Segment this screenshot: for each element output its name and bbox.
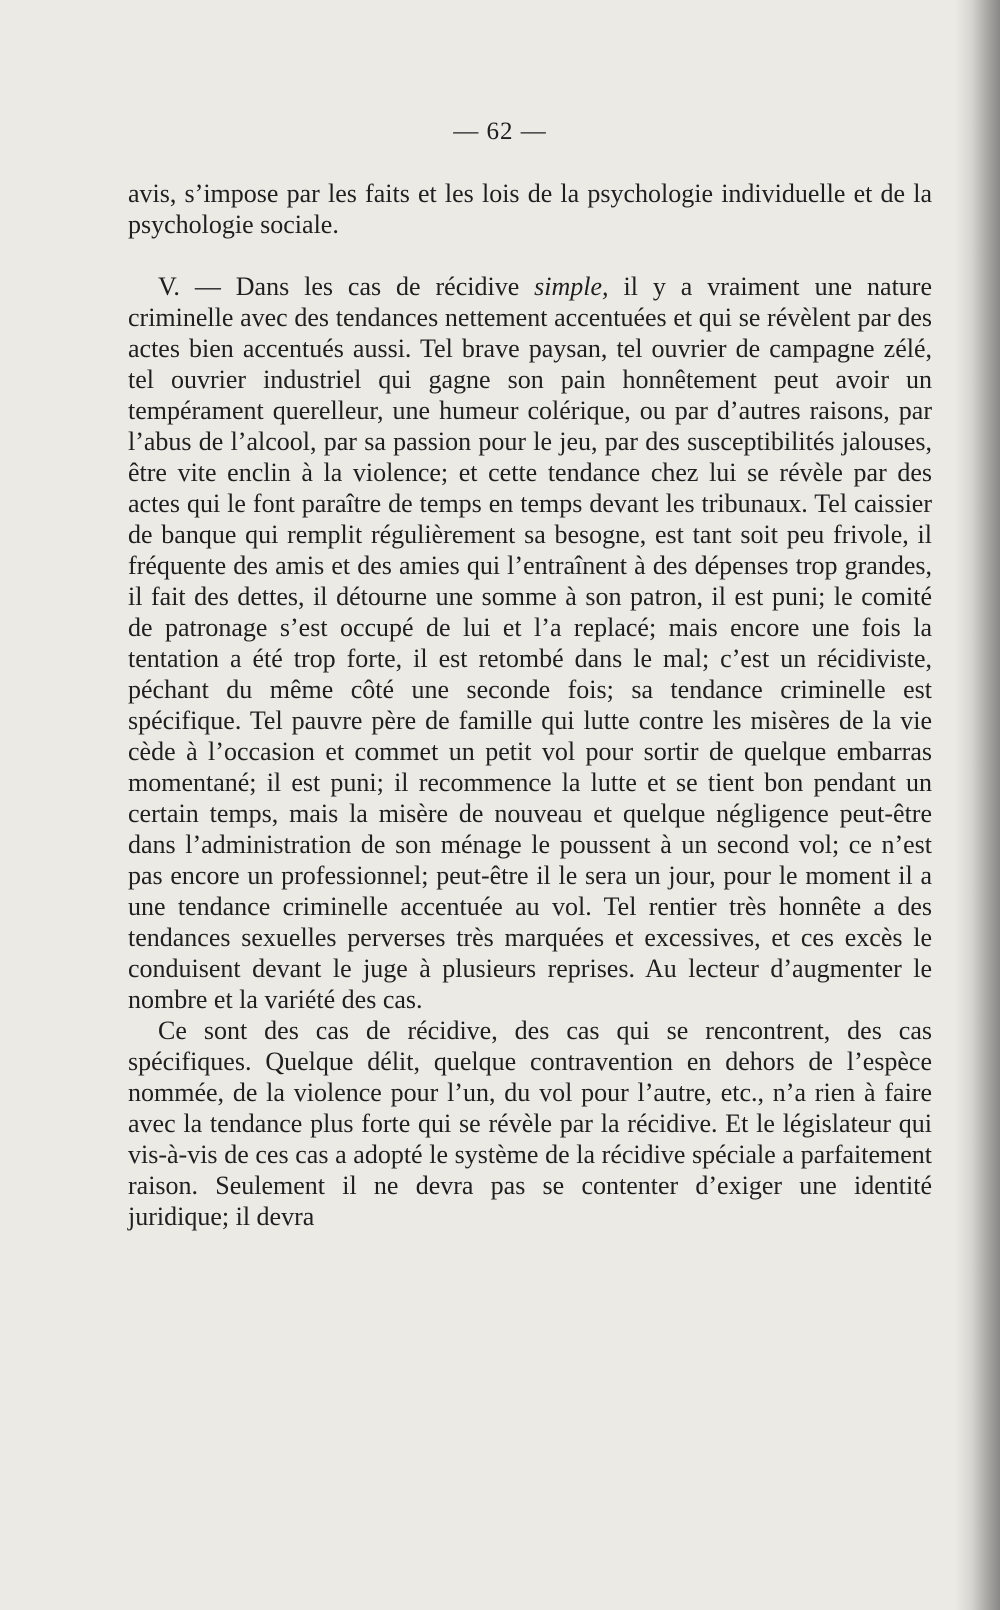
paragraph-1: [128, 178, 932, 240]
paragraph-3-text: Ce sont des cas de récidive, des cas qui se rencontrent, des cas spécifiques. Quelque délit, quelque contravention en dehors de l’espèce nommée, de la violence pour l’un, du vol pour l’autre, etc., n’a rien à faire avec la tendance plus forte qui se révèle par la récidive. Et le législateur qui vis-à-vis de ces cas a adopté le système de la récidive spéciale a parfaitement raison. Seulement il ne devra pas se contenter d’exiger une identité juridique; il devra: [128, 1016, 932, 1231]
spine-shadow: [972, 0, 1000, 1610]
page-number: — 62 —: [453, 118, 547, 145]
paragraph-1-text: avis, s’impose par les faits et les lois de la psychologie individuelle et de la psychologie sociale.: [128, 179, 932, 239]
paragraph-3: [128, 1015, 932, 1232]
paragraph-2-emphasis: simple,: [534, 272, 609, 301]
body-text: [128, 178, 932, 1232]
paragraph-2: [128, 271, 932, 1015]
paragraph-2-text-end: il y a vraiment une nature criminelle avec des tendances nettement accentuées et qui se révèlent par des actes bien accentués aussi. Tel brave paysan, tel ouvrier de campagne zélé, tel ouvrier industriel qui gagne son pain honnêtement peut avoir un tempérament querelleur, une humeur colérique, ou par d’autres raisons, par l’abus de l’alcool, par sa passion pour le jeu, par des susceptibilités jalouses, être vite enclin à la violence; et cette tendance chez lui se révèle par des actes qui le font paraître de temps en temps devant les tribunaux. Tel caissier de banque qui remplit régulièrement sa besogne, est tant soit peu frivole, il fréquente des amis et des amies qui l’entraînent à des dépenses trop grandes, il fait des dettes, il détourne une somme à son patron, il est puni; le comité de patronage s’est occupé de lui et l’a replacé; mais encore une fois la tentation a été trop forte, il est retombé dans le mal; c’est un récidiviste, péchant du même côté une seconde fois; sa tendance criminelle est spécifique. Tel pauvre père de famille qui lutte contre les misères de la vie cède à l’occasion et commet un petit vol pour sortir de quelque embarras momentané; il est puni; il recommence la lutte et se tient bon pendant un certain temps, mais la misère de nouveau et quelque négligence peut-être dans l’administration de son ménage le poussent à un second vol; ce n’est pas encore un professionnel; peut-être il le sera un jour, pour le moment il a une tendance criminelle accentuée au vol. Tel rentier très honnête a des tendances sexuelles perverses très marquées et excessives, et ces excès le conduisent devant le juge à plusieurs reprises. Au lecteur d’augmenter le nombre et la variété des cas.: [128, 272, 932, 1014]
paragraph-2-text-start: V. — Dans les cas de récidive: [158, 272, 535, 301]
